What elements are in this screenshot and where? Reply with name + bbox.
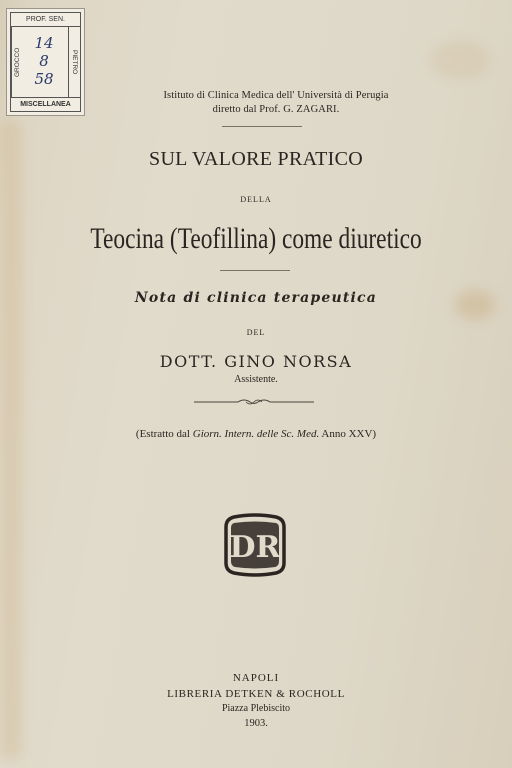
ornament-divider <box>192 396 316 408</box>
stamp-top-label: PROF. SEN. <box>11 13 80 27</box>
author-name: DOTT. GINO NORSA <box>159 352 353 371</box>
stamp-hand-line: 14 <box>34 34 54 52</box>
institute-line: Istituto di Clinica Medica dell' Università di Perugia <box>163 90 389 101</box>
subtitle: Nota di clinica terapeutica <box>134 290 378 306</box>
stamp-right-label: PIETRO <box>68 26 80 98</box>
extract-suffix: Anno XXV) <box>321 428 377 440</box>
author-connector: DEL <box>246 328 266 337</box>
imprint-publisher: LIBRERIA DETKEN & ROCHOLL <box>167 688 345 700</box>
divider <box>222 126 302 127</box>
stamp-hand-line: 58 <box>34 70 54 88</box>
title-line1: SUL VALORE PRATICO <box>149 148 363 170</box>
divider <box>220 270 290 271</box>
extract-note <box>0 428 512 440</box>
paper-stain <box>430 40 490 80</box>
extract-prefix: (Estratto dal <box>135 428 190 440</box>
main-title: Teocina (Teofillina) come diuretico <box>90 222 422 255</box>
publisher-device-icon <box>222 513 288 577</box>
stamp-hand-line: 8 <box>39 52 49 70</box>
title-connector: DELLA <box>240 195 272 204</box>
imprint-address: Piazza Plebiscito <box>221 703 291 714</box>
imprint-city: NAPOLI <box>232 672 280 684</box>
extract-journal: Giorn. Intern. delle Sc. Med. <box>192 428 320 440</box>
svg-text:DR: DR <box>229 530 281 565</box>
stamp-left-label: GROCCO <box>11 26 23 98</box>
author-role: Assistente. <box>234 374 278 385</box>
stamp-bottom-label: MISCELLANEA <box>11 97 80 111</box>
stamp-handwriting <box>26 32 62 92</box>
institute-director-line: diretto dal Prof. G. ZAGARI. <box>212 104 340 115</box>
paper-edge-stain <box>0 120 22 760</box>
imprint-year: 1903. <box>244 718 268 729</box>
